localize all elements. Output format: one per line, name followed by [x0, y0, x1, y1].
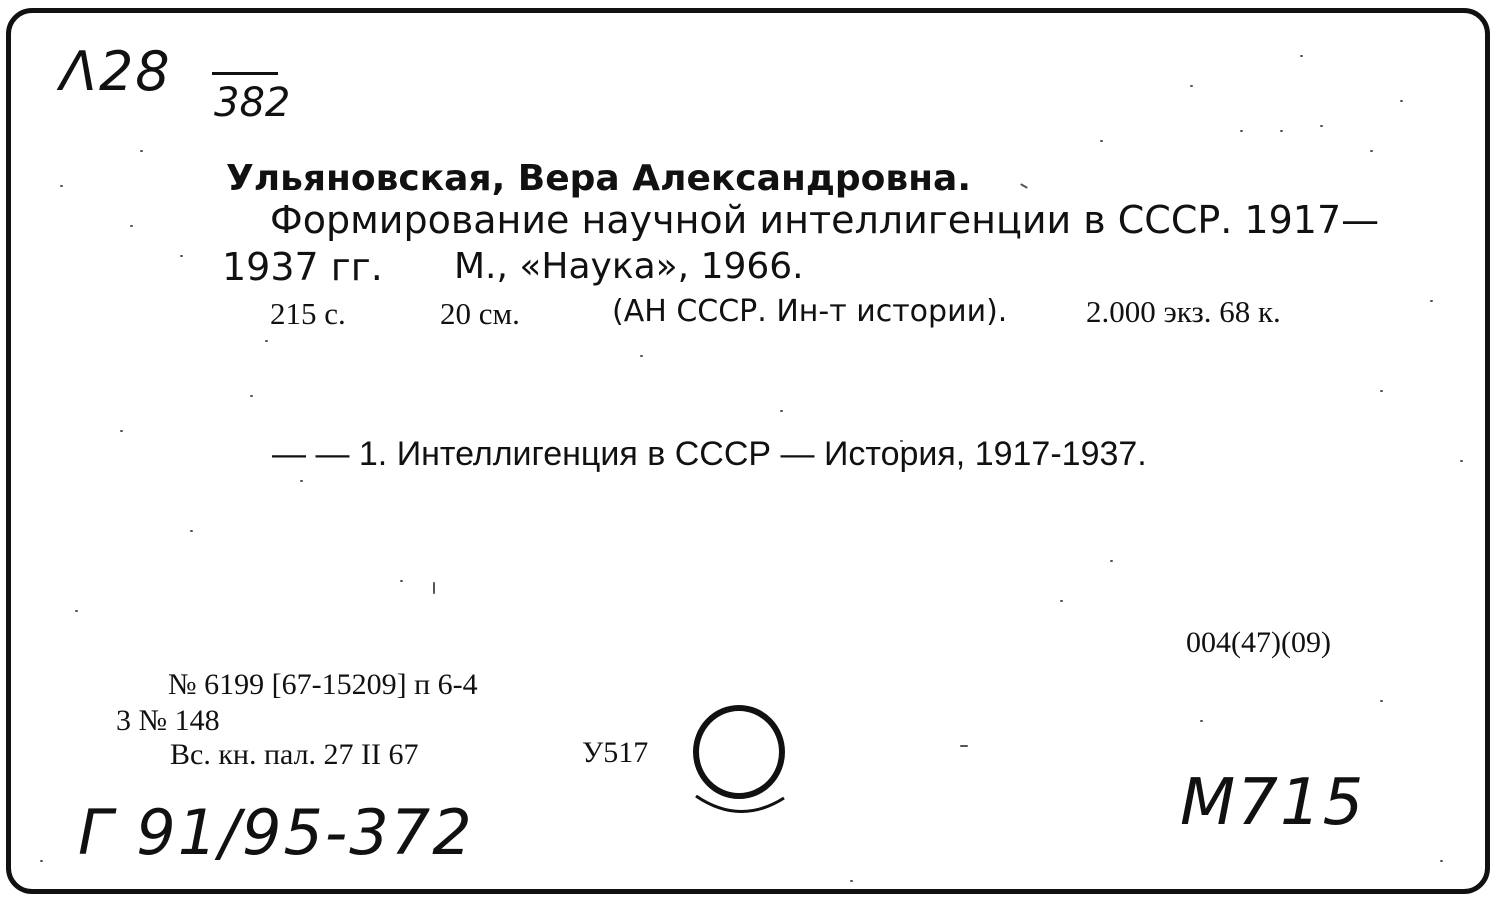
publication-imprint: М., «Наука», 1966. [454, 246, 804, 287]
book-chamber-line: Вс. кн. пал. 27 II 67 [170, 738, 419, 771]
title-line-2: 1937 гг. [222, 245, 383, 289]
punch-hole-icon [688, 700, 798, 830]
author-heading: Ульяновская, Вера Александровна. [226, 158, 972, 199]
record-number-line: № 6199 [67-15209] п 6-4 [168, 668, 478, 701]
print-run-price: 2.000 экз. 68 к. [1086, 294, 1281, 329]
pages: 215 с. [270, 296, 346, 331]
size: 20 см. [440, 296, 520, 331]
handwritten-call-number-denominator: 382 [214, 80, 291, 126]
series: (АН СССР. Ин-т истории). [612, 294, 1008, 329]
subject-heading: — — 1. Интеллигенция в СССР — История, 1917-1937. [272, 435, 1147, 473]
fraction-bar [212, 72, 278, 75]
title-line-1: Формирование научной интеллигенции в СССР. 1917— [270, 198, 1380, 242]
udc-code: 004(47)(09) [1186, 626, 1331, 659]
handwritten-call-number: Λ28 [60, 40, 172, 103]
handwritten-inventory-left: Г 91/95-372 [78, 796, 474, 869]
handwritten-inventory-right: М715 [1180, 766, 1366, 840]
record-number-line-2: 3 № 148 [116, 704, 220, 737]
record-code: У517 [582, 736, 649, 769]
